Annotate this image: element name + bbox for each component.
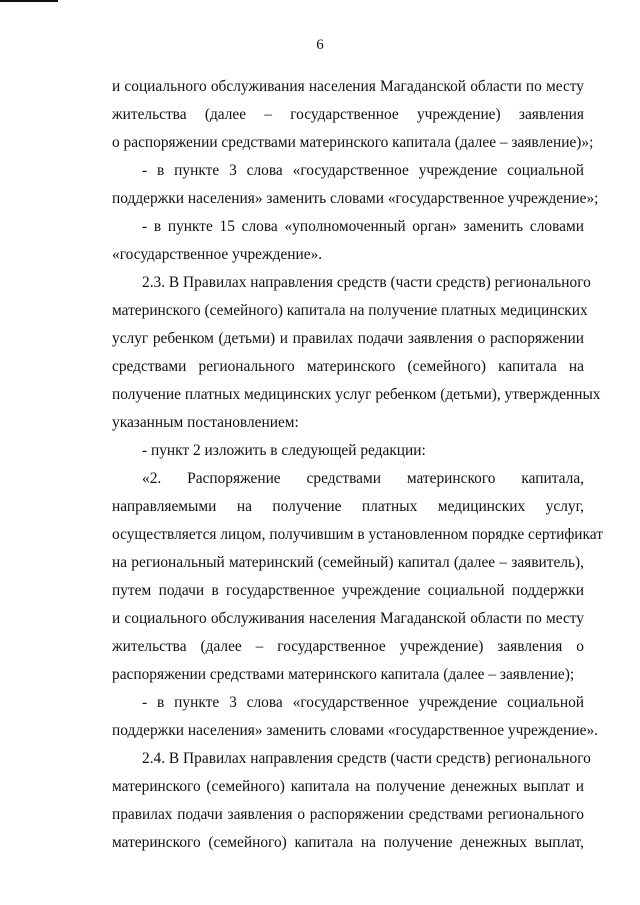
text-line: получение платных медицинских услуг ребенком (детьми), утвержденных xyxy=(112,386,601,403)
text-line: - пункт 2 изложить в следующей редакции: xyxy=(142,442,426,459)
text-line: средствами регионального материнского (семейного) капитала на xyxy=(112,358,584,375)
text-line: указанным постановлением: xyxy=(112,414,299,431)
text-line: распоряжении средствами материнского капитала (далее – заявление); xyxy=(112,666,575,683)
text-line: на региональный материнский (семейный) капитал (далее – заявитель), xyxy=(112,554,584,571)
text-line: поддержки населения» заменить словами «государственное учреждение». xyxy=(112,722,598,739)
text-line: осуществляется лицом, получившим в установленном порядке сертификат xyxy=(112,526,603,543)
text-line: - в пункте 15 слова «уполномоченный орган» заменить словами xyxy=(142,218,584,235)
text-line: жительства (далее – государственное учреждение) заявления о xyxy=(112,638,584,655)
text-line: «2. Распоряжение средствами материнского капитала, xyxy=(142,470,584,487)
text-line: о распоряжении средствами материнского капитала (далее – заявление)»; xyxy=(112,134,594,151)
text-line: - в пункте 3 слова «государственное учреждение социальной xyxy=(142,162,584,179)
page-number: 6 xyxy=(316,37,324,53)
text-line: материнского (семейного) капитала на получение денежных выплат и xyxy=(112,778,584,795)
text-line: 2.4. В Правилах направления средств (части средств) регионального xyxy=(142,750,591,767)
text-line: - в пункте 3 слова «государственное учреждение социальной xyxy=(142,694,584,711)
text-line: материнского (семейного) капитала на получение платных медицинских xyxy=(112,302,588,319)
text-line: правилах подачи заявления о распоряжении средствами регионального xyxy=(112,806,584,823)
text-line: направляемыми на получение платных медицинских услуг, xyxy=(112,498,584,515)
text-line: жительства (далее – государственное учреждение) заявления xyxy=(112,106,584,123)
text-line: услуг ребенком (детьми) и правилах подачи заявления о распоряжении xyxy=(112,330,584,347)
text-line: 2.3. В Правилах направления средств (части средств) регионального xyxy=(142,274,591,291)
text-line: и социального обслуживания населения Магаданской области по месту xyxy=(112,610,584,627)
text-line: «государственное учреждение». xyxy=(112,246,323,263)
text-line: и социального обслуживания населения Магаданской области по месту xyxy=(112,78,584,95)
text-line: путем подачи в государственное учреждение социальной поддержки xyxy=(112,582,584,599)
scan-edge-mark xyxy=(0,0,58,2)
text-line: поддержки населения» заменить словами «государственное учреждение»; xyxy=(112,190,599,207)
text-line: материнского (семейного) капитала на получение денежных выплат, xyxy=(112,834,584,851)
